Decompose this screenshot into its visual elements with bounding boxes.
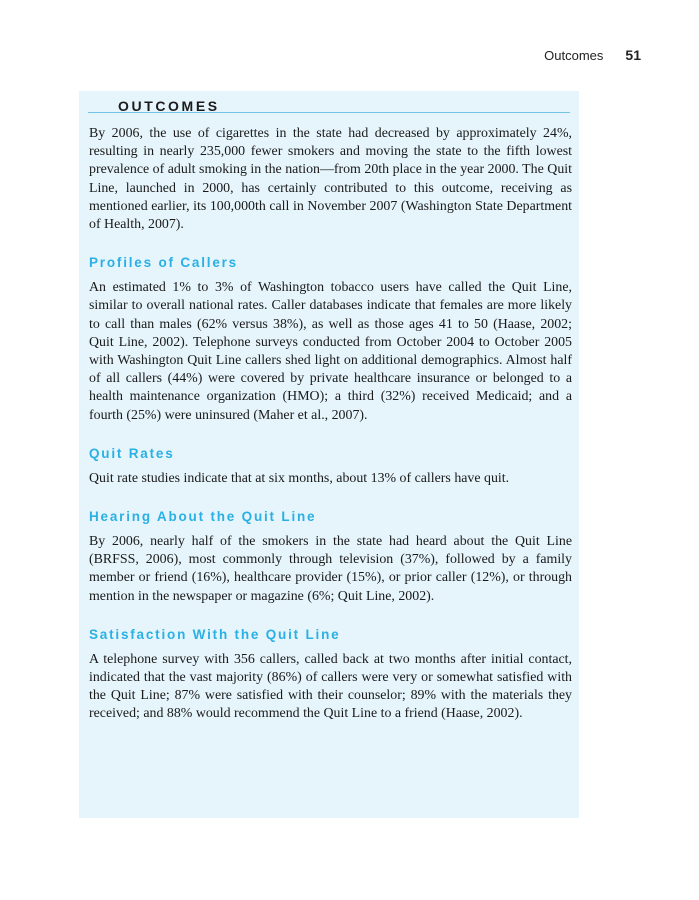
box-title: OUTCOMES (118, 98, 220, 114)
section-text-satisfaction: A telephone survey with 356 callers, called back at two months after initial contact, indicated that the vast majority (86%) of callers were very or somewhat satisfied with the Quit Line; 87% were satisfied with their counselor; 89% with the materials they received; and 88% would recommend the Quit Line to a friend (Haase, 2002). (89, 651, 572, 722)
section-heading-profiles: Profiles of Callers (89, 255, 238, 271)
intro-paragraph: By 2006, the use of cigarettes in the state had decreased by approximately 24%, resulting in nearly 235,000 fewer smokers and moving the state to the fifth lowest prevalence of adult smoking in the nation—from 20th place in the year 2000. The Quit Line, launched in 2000, has certainly contributed to this outcome, receiving as mentioned earlier, its 100,000th call in November 2007 (Washington State Department of Health, 2007). (89, 126, 572, 233)
running-head-section: Outcomes (544, 48, 604, 63)
page-number: 51 (625, 47, 641, 63)
section-text-profiles: An estimated 1% to 3% of Washington tobacco users have called the Quit Line, similar to overall national rates. Caller databases indicate that females are more likely to call than males (62% versus 38%), as well as those ages 41 to 50 (Haase, 2002; Quit Line, 2002). Telephone surveys conducted from October 2004 to October 2005 with Washington Quit Line callers shed light on additional demographics. Almost half of all callers (44%) were covered by private healthcare insurance or belonged to a health maintenance organization (HMO); a third (32%) received Medicaid; and a fourth (25%) were uninsured (Maher et al., 2007). (89, 280, 572, 423)
box-content (89, 125, 572, 724)
title-rule (88, 112, 570, 113)
section-heading-hearing: Hearing About the Quit Line (89, 509, 317, 525)
section-text-quit-rates: Quit rate studies indicate that at six months, about 13% of callers have quit. (89, 470, 510, 486)
section-heading-satisfaction: Satisfaction With the Quit Line (89, 626, 341, 642)
section-text-hearing: By 2006, nearly half of the smokers in the state had heard about the Quit Line (BRFSS, 2006), most commonly through television (37%), followed by a family member or friend (16%), healthcare provider (15%), or prior caller (12%), or through mention in the newspaper or magazine (6%; Quit Line, 2002). (89, 534, 572, 604)
running-head (544, 47, 641, 63)
outcomes-box (79, 91, 579, 818)
section-heading-quit-rates: Quit Rates (89, 445, 175, 461)
